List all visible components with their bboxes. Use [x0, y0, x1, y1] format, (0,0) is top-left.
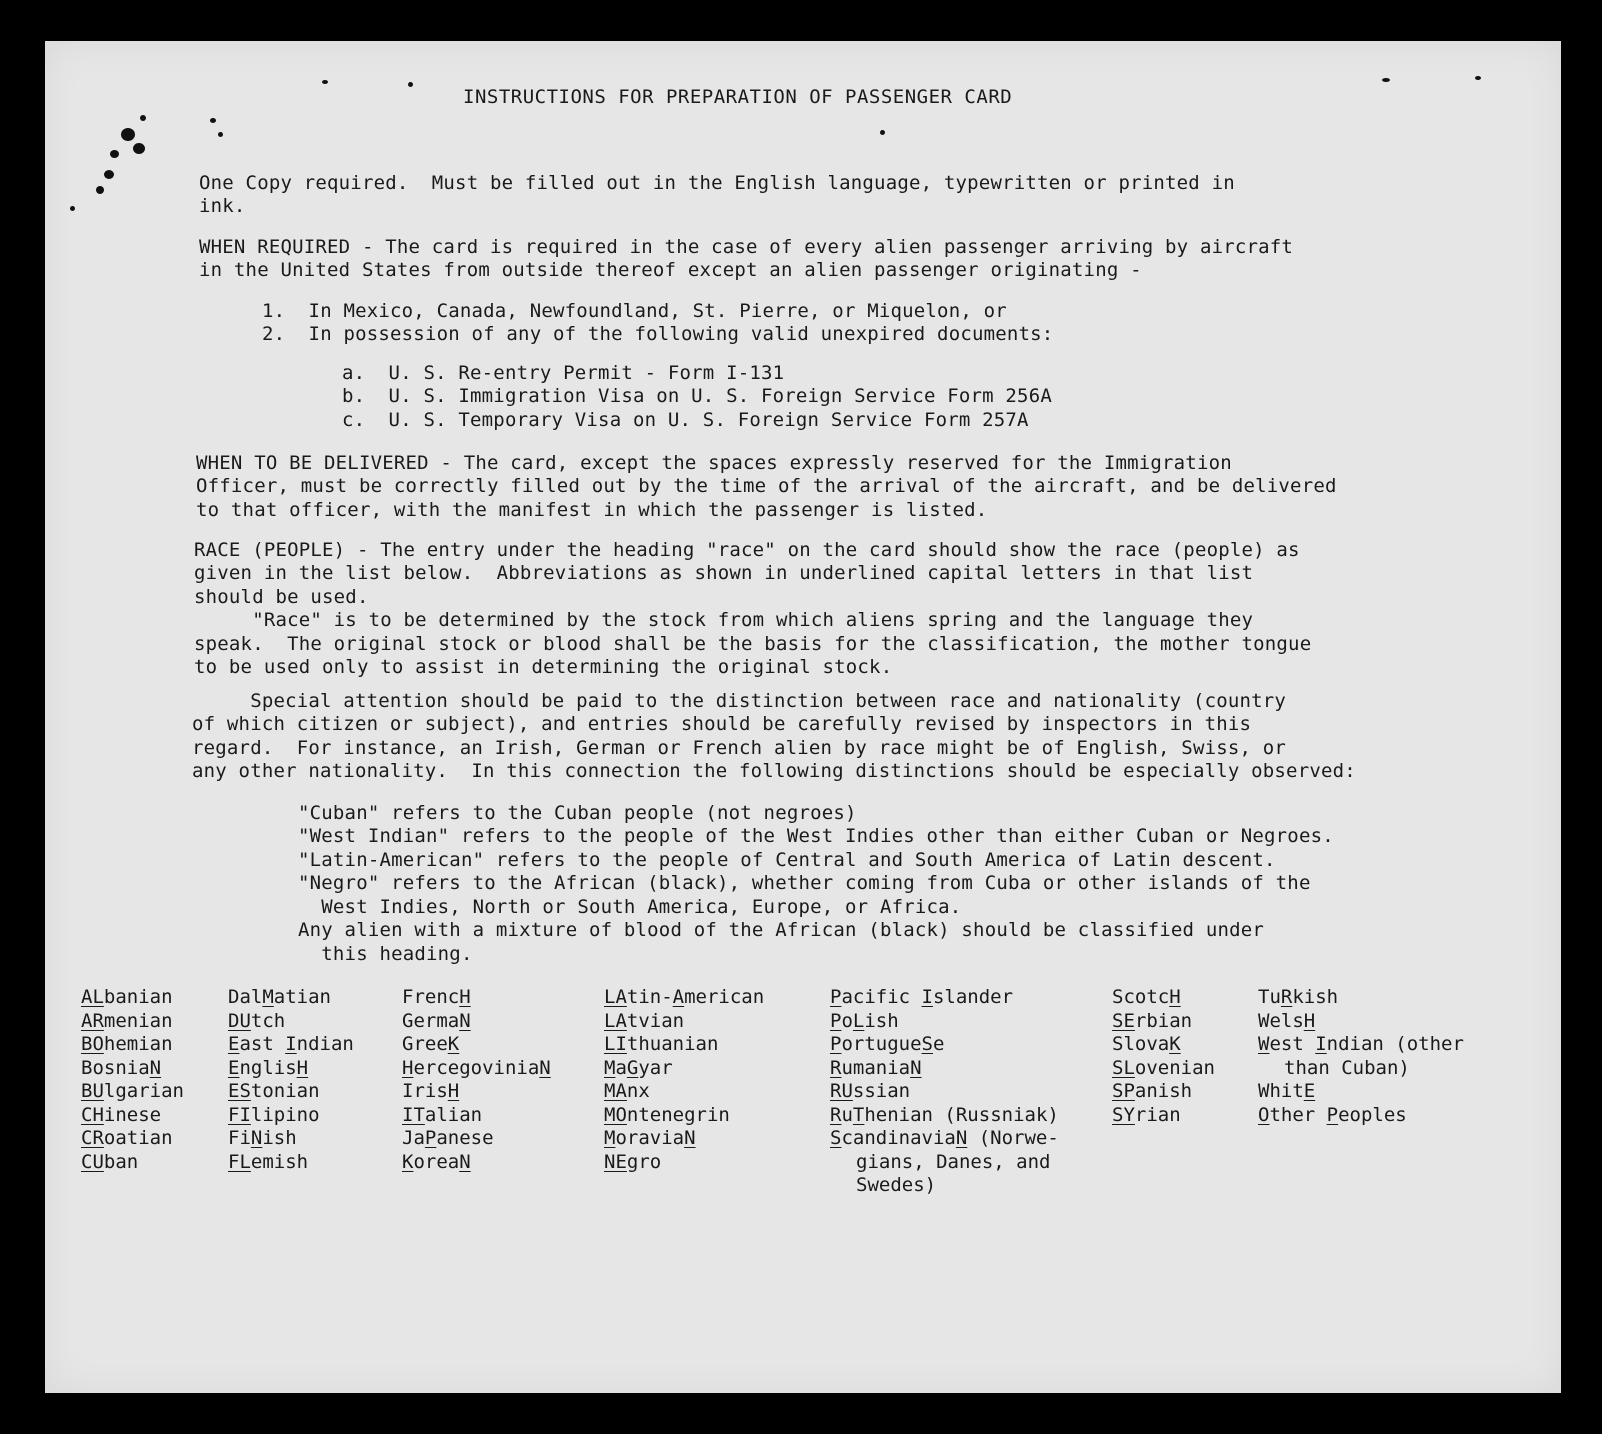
race-text: gro	[626, 1150, 662, 1173]
ink-speck	[140, 115, 146, 121]
race-text: tonian	[250, 1080, 320, 1102]
race-entry	[402, 986, 551, 1010]
text-line: to be used only to assist in determining the original stock.	[194, 656, 893, 678]
race-abbreviation: K	[1169, 1033, 1181, 1055]
race-text: Wels	[1258, 1009, 1304, 1032]
race-column	[402, 986, 551, 1174]
race-entry	[228, 1010, 354, 1034]
race-text: ndian (other	[1326, 1033, 1464, 1055]
race-abbreviation: E	[1303, 1080, 1316, 1102]
ink-speck	[1475, 76, 1481, 80]
when-required-paragraph	[199, 212, 1293, 283]
ink-speck	[880, 130, 885, 135]
race-abbreviation: L	[852, 1009, 865, 1032]
race-text: Whit	[1258, 1080, 1304, 1102]
race-abbreviation: DU	[228, 1009, 251, 1032]
ink-speck	[408, 82, 413, 87]
ink-speck	[70, 206, 75, 211]
race-entry	[830, 1127, 1059, 1151]
race-abbreviation: M	[604, 1056, 616, 1079]
race-abbreviation: CU	[81, 1150, 104, 1173]
race-abbreviation: I	[1315, 1033, 1327, 1055]
text-line: One Copy required. Must be filled out in the English language, typewritten or printed in	[199, 171, 1235, 194]
race-abbreviation: P	[830, 1033, 842, 1055]
race-abbreviation: I	[921, 986, 933, 1008]
ink-speck	[1382, 78, 1390, 82]
race-abbreviation: M	[262, 986, 274, 1008]
race-abbreviation: ES	[228, 1080, 251, 1102]
race-text: anese	[436, 1127, 494, 1149]
ink-speck	[104, 170, 114, 179]
race-entry	[830, 1010, 1059, 1034]
race-entry	[604, 1151, 764, 1175]
race-entry	[1112, 1080, 1215, 1104]
list-item: 1. In Mexico, Canada, Newfoundland, St. Pierre, or Miquelon, or	[262, 299, 1007, 322]
documents-list	[342, 338, 1052, 432]
race-abbreviation: H	[447, 1080, 460, 1102]
race-entry	[1112, 1057, 1215, 1081]
race-entry	[228, 1057, 354, 1081]
race-text: inese	[103, 1103, 162, 1126]
race-text: ban	[103, 1150, 139, 1173]
race-abbreviation: AR	[81, 1009, 104, 1032]
race-abbreviation: H	[402, 1056, 414, 1079]
race-text: oravia	[615, 1127, 685, 1149]
race-abbreviation: MA	[604, 1080, 627, 1102]
race-text: hemian	[103, 1033, 173, 1055]
race-abbreviation: R	[1280, 986, 1293, 1008]
race-entry	[1258, 1033, 1464, 1057]
race-entry	[81, 1057, 184, 1081]
race-text: emish	[250, 1150, 309, 1173]
race-entry	[402, 1127, 551, 1151]
race-abbreviation: LI	[604, 1033, 627, 1055]
race-text: menian	[103, 1009, 173, 1032]
race-text: Iris	[402, 1080, 448, 1102]
race-text: Scotc	[1112, 986, 1170, 1008]
race-text: acific	[841, 986, 922, 1008]
race-text: lipino	[250, 1103, 320, 1126]
ink-speck	[121, 128, 135, 141]
text-line: "West Indian" refers to the people of the West Indies other than either Cuban or Negroes.	[298, 825, 1334, 847]
race-abbreviation: P	[1326, 1103, 1339, 1126]
race-abbreviation: N	[149, 1056, 162, 1079]
race-entry	[81, 1033, 184, 1057]
origin-list	[262, 276, 1053, 347]
race-text: Ja	[402, 1127, 425, 1149]
race-abbreviation: T	[852, 1103, 865, 1126]
race-entry	[604, 1033, 764, 1057]
race-abbreviation: CR	[81, 1127, 104, 1149]
race-abbreviation: K	[402, 1150, 414, 1173]
race-text: rian	[1134, 1103, 1181, 1126]
ink-speck	[133, 143, 145, 154]
race-entry	[228, 1080, 354, 1104]
text-line: Officer, must be correctly filled out by the time of the arrival of the aircraft, and be delivered	[196, 475, 1337, 497]
race-text: yar	[638, 1056, 673, 1079]
race-entry	[81, 1127, 184, 1151]
race-entry	[830, 1104, 1059, 1128]
race-entry	[830, 1151, 1059, 1175]
text-line: WHEN TO BE DELIVERED - The card, except the spaces expressly reserved for the Immigration	[196, 451, 1232, 474]
race-text: gians, Danes, and	[856, 1150, 1051, 1173]
race-entry	[1258, 1080, 1464, 1104]
race-abbreviation: RU	[830, 1080, 853, 1102]
race-entry	[604, 1127, 764, 1151]
race-abbreviation: I	[285, 1033, 297, 1055]
race-text: nx	[626, 1080, 650, 1102]
race-abbreviation: E	[228, 1056, 240, 1079]
race-abbreviation: S	[830, 1127, 842, 1149]
race-entry	[1112, 1010, 1215, 1034]
text-line: ink.	[199, 195, 246, 217]
race-text: ovenian	[1134, 1056, 1215, 1079]
ink-speck	[218, 132, 223, 137]
text-line: RACE (PEOPLE) - The entry under the heading "race" on the card should show the race (people) as	[194, 538, 1300, 561]
race-entry	[830, 986, 1059, 1010]
race-entry	[402, 1033, 551, 1057]
race-abbreviation: SL	[1112, 1056, 1135, 1079]
text-line: WHEN REQUIRED - The card is required in the case of every alien passenger arriving by aircraft	[199, 235, 1294, 258]
race-abbreviation: N	[684, 1127, 696, 1149]
race-text: Germa	[402, 1009, 460, 1032]
text-line: West Indies, North or South America, Europe, or Africa.	[298, 895, 962, 918]
race-entry	[402, 1057, 551, 1081]
race-entry	[1112, 1033, 1215, 1057]
race-text: ntenegrin	[626, 1103, 730, 1126]
race-column	[228, 986, 354, 1174]
race-text: ndian	[296, 1033, 354, 1055]
race-abbreviation: SY	[1112, 1103, 1135, 1126]
race-abbreviation: FL	[228, 1150, 251, 1173]
race-entry	[604, 1057, 764, 1081]
ink-speck	[110, 150, 119, 158]
race-entry	[830, 1033, 1059, 1057]
race-text: ther	[1269, 1103, 1327, 1126]
text-line: Any alien with a mixture of blood of the African (black) should be classified under	[298, 919, 1265, 941]
text-line: "Race" is to be determined by the stock from which aliens spring and the language they	[194, 609, 1254, 631]
race-abbreviation: P	[830, 1009, 842, 1032]
race-entry	[228, 1033, 354, 1057]
text-line: to that officer, with the manifest in which the passenger is listed.	[196, 498, 988, 521]
text-line: "Negro" refers to the African (black), whether coming from Cuba or other islands of the	[298, 872, 1311, 894]
text-line: in the United States from outside thereof except an alien passenger originating -	[199, 259, 1142, 281]
race-text: ast	[239, 1033, 286, 1055]
race-entry	[81, 986, 184, 1010]
race-abbreviation: S	[921, 1033, 933, 1055]
race-abbreviation: P	[830, 986, 842, 1008]
race-text: ortugue	[841, 1033, 922, 1055]
race-text: anish	[1134, 1080, 1193, 1102]
race-text: Swedes)	[856, 1174, 937, 1196]
race-text: kish	[1292, 986, 1339, 1008]
race-text: alian	[424, 1103, 483, 1126]
race-entry	[228, 986, 354, 1010]
text-line: any other nationality. In this connection the following distinctions should be especially observed:	[192, 760, 1356, 782]
race-abbreviation: R	[830, 1056, 842, 1079]
race-entry	[402, 1104, 551, 1128]
race-abbreviation: BO	[81, 1033, 104, 1055]
race-text: Fi	[228, 1127, 251, 1149]
race-entry	[228, 1127, 354, 1151]
race-abbreviation: BU	[81, 1080, 104, 1102]
race-entry	[228, 1104, 354, 1128]
race-text: tin-	[626, 986, 673, 1008]
race-entry	[830, 1174, 1059, 1198]
race-column	[1258, 986, 1464, 1127]
race-entry	[604, 986, 764, 1010]
race-abbreviation: IT	[402, 1103, 425, 1126]
document-title: INSTRUCTIONS FOR PREPARATION OF PASSENGER CARD	[463, 86, 1013, 108]
race-abbreviation: N	[459, 1150, 471, 1173]
race-text: nglis	[239, 1056, 297, 1079]
race-text: Bosnia	[81, 1056, 150, 1079]
race-entry	[81, 1104, 184, 1128]
race-abbreviation: NE	[604, 1150, 627, 1173]
ink-speck	[210, 118, 216, 123]
text-line: of which citizen or subject), and entries should be carefully revised by inspectors in this	[192, 713, 1252, 735]
race-text: Gree	[402, 1033, 448, 1055]
ink-speck	[96, 186, 104, 194]
race-entry	[81, 1080, 184, 1104]
race-text: ercegovinia	[413, 1056, 540, 1079]
race-entry	[604, 1010, 764, 1034]
race-abbreviation: N	[539, 1056, 551, 1079]
race-abbreviation: FI	[228, 1103, 251, 1126]
text-line: regard. For instance, an Irish, German or French alien by race might be of English, Swiss, or	[192, 736, 1287, 759]
race-text: atian	[273, 986, 331, 1008]
race-text: rbian	[1134, 1009, 1193, 1032]
race-text: Dal	[228, 986, 263, 1008]
race-text: o	[841, 1009, 853, 1032]
race-text: banian	[103, 986, 173, 1008]
race-abbreviation: G	[626, 1056, 639, 1079]
when-delivered-paragraph	[196, 428, 1337, 522]
race-abbreviation: LA	[604, 986, 627, 1008]
race-abbreviation: LA	[604, 1009, 627, 1032]
list-item: c. U. S. Temporary Visa on U. S. Foreign Service Form 257A	[342, 408, 1029, 431]
race-entry	[1112, 1104, 1215, 1128]
race-text: (Norwe-	[967, 1127, 1059, 1149]
race-entry	[604, 1080, 764, 1104]
race-text: ish	[864, 1009, 899, 1032]
race-text: oatian	[103, 1127, 173, 1149]
race-abbreviation: E	[228, 1033, 240, 1055]
list-item: 2. In possession of any of the following valid unexpired documents:	[262, 323, 1054, 345]
race-abbreviation: AL	[81, 986, 104, 1008]
race-abbreviation: H	[1169, 986, 1181, 1008]
race-entry	[604, 1104, 764, 1128]
race-text: tch	[250, 1009, 286, 1032]
race-abbreviation: N	[910, 1056, 922, 1079]
race-entry	[830, 1080, 1059, 1104]
race-abbreviation: W	[1258, 1033, 1270, 1055]
race-entry	[402, 1151, 551, 1175]
race-paragraph	[194, 515, 1311, 680]
race-text: eoples	[1338, 1103, 1407, 1126]
race-abbreviation: N	[459, 1009, 471, 1032]
race-text: Frenc	[402, 986, 460, 1008]
race-text: ssian	[852, 1080, 911, 1102]
race-abbreviation: O	[1258, 1103, 1270, 1126]
race-entry	[1258, 1057, 1464, 1081]
race-abbreviation: H	[1303, 1009, 1316, 1032]
race-column	[1112, 986, 1215, 1127]
race-entry	[81, 1151, 184, 1175]
race-entry	[81, 1010, 184, 1034]
race-text: slander	[932, 986, 1014, 1008]
race-abbreviation: H	[296, 1056, 309, 1079]
race-text: merican	[684, 986, 765, 1008]
race-text: a	[615, 1056, 627, 1079]
race-abbreviation: MO	[604, 1103, 627, 1126]
race-entry	[228, 1151, 354, 1175]
list-item: a. U. S. Re-entry Permit - Form I-131	[342, 361, 785, 384]
race-abbreviation: SE	[1112, 1009, 1135, 1032]
race-text: candinavia	[841, 1127, 956, 1149]
race-text: lgarian	[103, 1080, 184, 1102]
text-line: "Cuban" refers to the Cuban people (not negroes)	[298, 801, 857, 824]
race-abbreviation: M	[604, 1127, 616, 1149]
text-line: "Latin-American" refers to the people of Central and South America of Latin descent.	[298, 848, 1276, 871]
race-abbreviation: N	[250, 1127, 263, 1149]
race-entry	[830, 1057, 1059, 1081]
race-abbreviation: A	[672, 986, 685, 1008]
race-column	[604, 986, 764, 1174]
race-entry	[402, 1080, 551, 1104]
race-text: ish	[262, 1127, 297, 1149]
race-abbreviation: CH	[81, 1103, 104, 1126]
race-text: u	[841, 1103, 853, 1126]
race-entry	[1112, 986, 1215, 1010]
text-line: should be used.	[194, 585, 369, 608]
special-attention-paragraph	[192, 666, 1356, 784]
race-text: e	[932, 1033, 945, 1055]
text-line: given in the list below. Abbreviations as shown in underlined capital letters in that list	[194, 562, 1254, 584]
ink-speck	[322, 80, 328, 84]
race-entry	[402, 1010, 551, 1034]
race-abbreviation: H	[459, 986, 471, 1008]
race-abbreviation: N	[955, 1127, 968, 1149]
intro-paragraph	[199, 148, 1235, 219]
race-text: tvian	[626, 1009, 685, 1032]
race-text: Tu	[1258, 986, 1281, 1008]
race-text: Slova	[1112, 1033, 1170, 1055]
list-item: b. U. S. Immigration Visa on U. S. Foreign Service Form 256A	[342, 385, 1052, 407]
race-entry	[1258, 986, 1464, 1010]
race-abbreviation: K	[447, 1033, 460, 1055]
race-text: henian (Russniak)	[864, 1103, 1059, 1126]
text-line: Special attention should be paid to the distinction between race and nationality (country	[192, 689, 1287, 712]
race-entry	[1258, 1104, 1464, 1128]
text-line: speak. The original stock or blood shall be the basis for the classification, the mother tongue	[194, 632, 1312, 655]
race-column	[830, 986, 1059, 1198]
race-text: orea	[413, 1150, 460, 1173]
text-line: this heading.	[298, 942, 473, 965]
race-abbreviation: R	[830, 1103, 842, 1126]
race-text: than Cuban)	[1284, 1056, 1410, 1079]
race-text: est	[1269, 1033, 1316, 1055]
race-column	[81, 986, 184, 1174]
distinctions-list	[298, 778, 1334, 966]
race-abbreviation: SP	[1112, 1080, 1135, 1102]
race-text: umania	[841, 1056, 911, 1079]
race-abbreviation: P	[424, 1127, 437, 1149]
race-entry	[1258, 1010, 1464, 1034]
race-text: thuanian	[626, 1033, 719, 1055]
